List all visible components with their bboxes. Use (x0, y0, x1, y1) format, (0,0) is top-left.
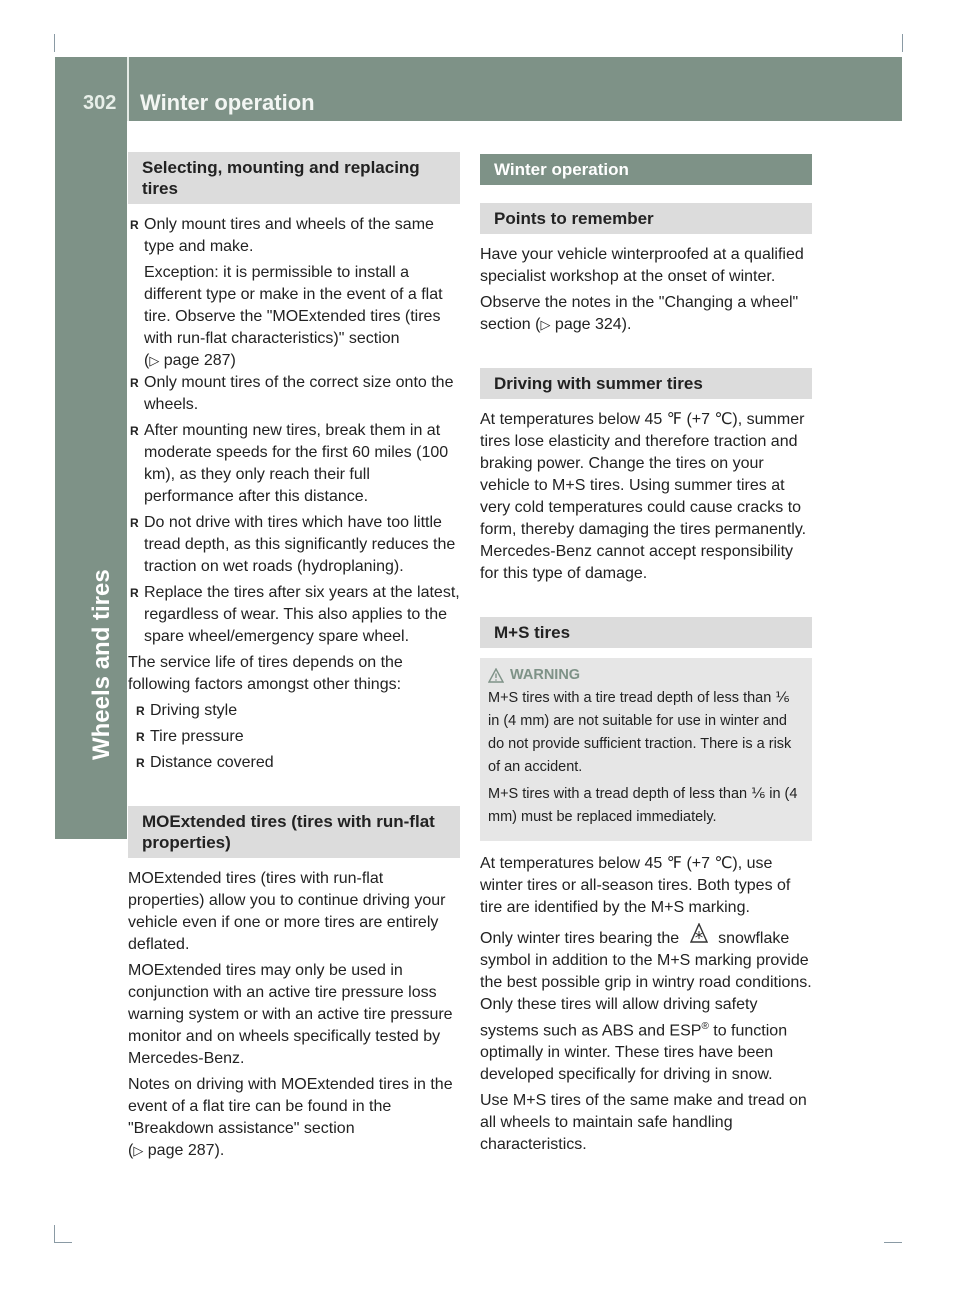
warning-header (488, 664, 804, 687)
paragraph: Have your vehicle winterproofed at a qualified specialist workshop at the onset of winter. (480, 246, 804, 285)
side-tab-label: Wheels and tires (88, 569, 115, 760)
warning-text: M+S tires with a tread depth of less than ⅙ in (4 mm) must be replaced immediately. (488, 786, 798, 825)
list-item: R Do not drive with tires which have too little tread depth, as this significantly reduces the traction on wet roads (hydroplaning). (130, 514, 456, 575)
warning-label: WARNING (510, 667, 581, 683)
bullet-icon: R (136, 730, 145, 744)
paragraph: Notes on driving with MOExtended tires in the event of a flat tire can be found in the "Breakdown assistance" section (▷ page 287). (128, 1076, 453, 1159)
warning-box (480, 658, 812, 841)
paragraph: Only winter tires bearing the snowflake symbol in addition to the M+S marking provide the best possible grip in wintry road conditions. Only these tires will allow driving safety systems such as ABS and ESP® to function optimally in winter. These tires have been developed specifically for driving in snow. (480, 923, 812, 1086)
spacer (480, 340, 812, 368)
crop-mark (54, 1242, 72, 1243)
paragraph: The service life of tires depends on the following factors amongst other things: (128, 654, 403, 693)
header-separator (127, 57, 129, 121)
header-title: Winter operation (140, 90, 315, 115)
section-heading: Selecting, mounting and replacing tires (128, 152, 460, 204)
spacer (480, 589, 812, 617)
list-item: R Only mount tires of the correct size onto the wheels. (130, 374, 454, 413)
list-item: R Replace the tires after six years at the latest, regardless of wear. This also applies to the spare wheel/emergency spare wheel. (130, 584, 460, 645)
list-item-note: Exception: it is permissible to install a different type or make in the event of a flat tire. Observe the "MOExtended tires (tires with run-flat characteristics)" section (▷ page 287) (144, 264, 443, 369)
section-heading: Driving with summer tires (480, 368, 812, 399)
list-item: R Driving style (134, 700, 460, 722)
crop-mark (54, 34, 55, 52)
paragraph: Use M+S tires of the same make and tread on all wheels to maintain safe handling characteristics. (480, 1092, 807, 1154)
paragraph: MOExtended tires (tires with run-flat properties) allow you to continue driving your vehicle even if one or more tires are entirely deflated. (128, 870, 446, 953)
reference-arrow-icon: ▷ (540, 317, 551, 332)
bullet-icon: R (130, 218, 139, 232)
page-number: 302 (83, 92, 117, 114)
bullet-icon: R (130, 424, 139, 438)
bullet-icon: R (130, 516, 139, 530)
paragraph: MOExtended tires may only be used in conjunction with an active tire pressure loss warning system or with an active tire pressure monitor and on wheels specifically tested by Mercedes-Benz. (128, 962, 453, 1067)
bullet-icon: R (136, 704, 145, 718)
section-heading: M+S tires (480, 617, 812, 648)
crop-mark (884, 1242, 902, 1243)
left-column (128, 152, 460, 1166)
list-item: R Tire pressure (134, 726, 460, 748)
list-item: R After mounting new tires, break them in at moderate speeds for the first 60 miles (100 km), as they only reach their full performance after this distance. (130, 422, 449, 505)
reference-arrow-icon: ▷ (133, 1143, 144, 1158)
bullet-icon: R (136, 756, 145, 770)
bullet-icon: R (130, 376, 139, 390)
paragraph: Observe the notes in the "Changing a wheel" section (▷ page 324). (480, 294, 799, 333)
reference-arrow-icon: ▷ (149, 353, 160, 368)
warning-text: M+S tires with a tire tread depth of less than ⅙ in (4 mm) are not suitable for use in winter and do not provide sufficient traction. There is a risk of an accident. (488, 690, 792, 775)
list-item: R Distance covered (134, 752, 460, 774)
right-column (480, 154, 812, 1160)
crop-mark (54, 1225, 55, 1243)
chapter-heading: Winter operation (480, 154, 812, 185)
paragraph: At temperatures below 45 ℉ (+7 ℃), use winter tires or all-season tires. Both types of tire are identified by the M+S marking. (480, 855, 791, 916)
spacer (128, 778, 460, 806)
list-item: R Only mount tires and wheels of the same type and make. (130, 216, 434, 255)
section-heading: MOExtended tires (tires with run-flat properties) (128, 806, 460, 858)
crop-mark (902, 34, 903, 52)
warning-triangle-icon (488, 668, 504, 683)
section-heading: Points to remember (480, 203, 812, 234)
snowflake-mountain-icon (684, 923, 714, 950)
bullet-icon: R (130, 586, 139, 600)
paragraph: At temperatures below 45 ℉ (+7 ℃), summer tires lose elasticity and therefore traction and braking power. Change the tires on your vehicle to M+S tires. Using summer tires at very cold temperatures could cause cracks to form, thereby damaging the tires permanently. Mercedes-Benz cannot accept responsibility for this type of damage. (480, 411, 807, 582)
